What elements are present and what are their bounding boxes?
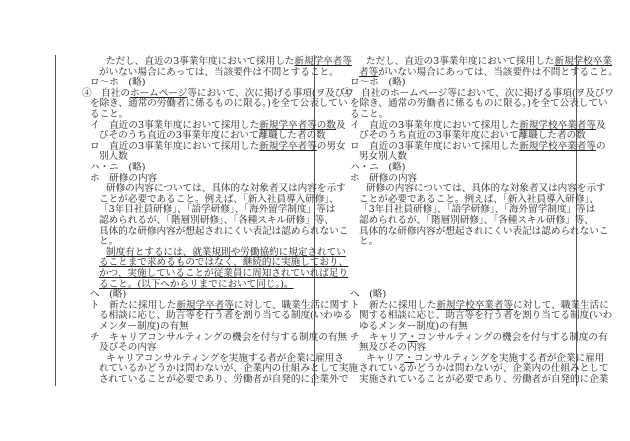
text-segment: 「3年目社員研修」、「語学研修」、「海外留学制度」等は xyxy=(99,204,336,215)
text-segment: ること。 xyxy=(350,109,389,120)
text-segment: されているかどうかは問わないが、企業内の仕組みとして xyxy=(359,363,609,374)
text-line xyxy=(99,131,326,141)
text-line xyxy=(350,78,405,88)
text-line xyxy=(359,216,594,226)
text-segment: を除き、通常の労働者に係るものに限る。)を全て公表してい xyxy=(350,98,608,109)
text-line xyxy=(99,322,189,332)
text-segment: イ 直近の3事業年度において採用した xyxy=(90,120,260,131)
text-segment: ④ 自社の xyxy=(82,88,130,99)
text-segment: 関する相談に応じ、助言等を行う者を割り当てる制度(いわ xyxy=(359,310,613,321)
underlined-text: 制度有とするには、就業規則や労働協約に規定されてい xyxy=(106,247,346,258)
underlined-text: 新規学校卒業者等 xyxy=(519,141,596,152)
underlined-text: ること。(以下へからリまでにおいて同じ。)。 xyxy=(99,279,294,290)
text-line xyxy=(90,163,145,173)
text-segment: ことが必要であること。例えば、「新入社員導入研修」、 xyxy=(359,194,599,205)
text-segment: れているかどうかは問わないが、企業内の仕組みとして実施 xyxy=(99,363,359,374)
text-line xyxy=(99,375,348,385)
text-line xyxy=(99,311,352,321)
text-segment: ゆるメンター制度)の有無 xyxy=(359,321,468,332)
text-line xyxy=(99,258,348,268)
text-segment: 「3年目社員研修」、「語学研修」、「海外留学制度」等は xyxy=(359,204,596,215)
text-segment: ト 新たに採用した xyxy=(350,300,437,311)
text-segment: ロ～ホ (略) xyxy=(90,77,146,88)
text-segment: に対して、職業生活に関す xyxy=(233,300,349,311)
text-line xyxy=(359,343,426,353)
text-segment: がいない場合にあっては、当該要件は不問とすること。 xyxy=(99,67,339,78)
text-line xyxy=(106,57,352,67)
text-line xyxy=(359,311,612,321)
text-line xyxy=(366,184,606,194)
text-line xyxy=(350,99,608,109)
text-segment: へ (略) xyxy=(350,289,387,300)
text-line xyxy=(359,152,407,162)
text-segment: の xyxy=(595,141,606,152)
text-line xyxy=(99,237,118,247)
text-line xyxy=(99,280,294,290)
text-line xyxy=(99,343,157,353)
text-segment: 男女別人数 xyxy=(359,151,407,162)
text-segment: る相談に応じ、助言等を行う者を割り当てる制度(いわゆる xyxy=(99,310,353,321)
text-line xyxy=(106,184,346,194)
text-line xyxy=(99,227,348,237)
underlined-text: 新規学卒者等の数 xyxy=(259,120,336,131)
text-segment: を除き、通常の労働者に係るものに限る。)を全て公表してい xyxy=(90,98,348,109)
text-segment: 認められるが、「階層別研修」、「各種スキル研修」等、 xyxy=(99,215,334,226)
underlined-text: ることまで求めるものではなく、継続的に実施しており、 xyxy=(99,257,349,268)
text-segment: と。 xyxy=(99,236,119,247)
underlined-text: かつ、実施していることが従業員に周知されていれば足り xyxy=(99,268,349,279)
text-segment: ことが必要であること。例えば、「新入社員導入研修」、 xyxy=(99,194,339,205)
underlined-text: ホームページ xyxy=(129,88,188,99)
text-line xyxy=(90,142,346,152)
text-segment: びそのうち直近の3事業年度において離職した者の数 xyxy=(359,130,586,141)
text-segment: キャリア xyxy=(366,353,405,364)
underlined-text: 新規学校卒業 xyxy=(554,56,612,67)
text-segment: ただし、直近の3事業年度において採用した xyxy=(366,56,555,67)
text-line xyxy=(359,364,608,374)
text-line xyxy=(350,290,386,300)
text-line xyxy=(90,78,145,88)
text-segment: ホ 研修の内容 xyxy=(350,173,418,184)
text-segment: ロ～ホ (略) xyxy=(350,77,406,88)
text-line xyxy=(90,110,128,120)
text-line xyxy=(359,237,378,247)
text-segment: コンサルティングの機会を付与する制度の有 xyxy=(417,332,608,343)
text-line xyxy=(90,290,126,300)
underlined-text: 新規学卒者等 xyxy=(294,56,352,67)
text-segment: 認められるが、「階層別研修」、「各種スキル研修」等、 xyxy=(359,215,594,226)
text-segment: に対して、職業生活に xyxy=(513,300,609,311)
text-segment: 無及びその内容 xyxy=(359,342,427,353)
text-segment: 実施されていることが必要であり、労働者が自発的に企業 xyxy=(359,374,609,385)
text-segment: キャリアコンサルティングを実施する者が企業に雇用さ xyxy=(106,353,344,364)
text-segment: ロ 直近の3事業年度において採用した xyxy=(90,141,260,152)
underlined-text: 新規学校卒業者等 xyxy=(519,120,596,131)
text-segment: へ (略) xyxy=(90,289,127,300)
text-line xyxy=(359,131,586,141)
text-segment: されていることが必要であり、労働者が自発的に企業外で xyxy=(99,374,349,385)
text-segment: 及びその内容 xyxy=(99,342,157,353)
text-segment: ハ・ニ (略) xyxy=(350,162,406,173)
text-segment: 研修の内容については、具体的な対象者又は内容を示す xyxy=(106,183,346,194)
text-line xyxy=(350,110,388,120)
underlined-text: 新規学卒者等 xyxy=(176,300,234,311)
text-segment: ること。 xyxy=(90,109,129,120)
text-line xyxy=(90,99,348,109)
text-segment: 具体的な研修内容が想起されにくい表記は認められないこ xyxy=(359,226,609,237)
text-segment: と。 xyxy=(359,236,379,247)
text-segment: 研修の内容については、具体的な対象者又は内容を示す xyxy=(366,183,606,194)
text-segment: チ キャリアコンサルティングの機会を付与する制度の有無 xyxy=(90,332,348,343)
text-segment: 及 xyxy=(335,120,346,131)
text-segment: ただし、直近の3事業年度において採用した xyxy=(106,56,295,67)
text-segment: メンター制度)の有無 xyxy=(99,321,189,332)
text-line xyxy=(99,152,128,162)
underlined-text: 者等 xyxy=(359,67,379,78)
text-segment: ④ 自社のホームページ等において、次に掲げる事項(ヲ及びワ xyxy=(342,88,614,99)
text-segment: コンサルティングを実施する者が企業に雇用 xyxy=(413,353,605,364)
text-segment: ト 新たに採用した xyxy=(90,300,177,311)
text-segment: 及 xyxy=(595,120,606,131)
text-segment: 具体的な研修内容が想起されにくい表記は認められないこ xyxy=(99,226,349,237)
underlined-text: ・ xyxy=(404,353,414,364)
text-line xyxy=(359,375,608,385)
text-line xyxy=(366,57,612,67)
text-line xyxy=(99,269,348,279)
text-line xyxy=(359,322,468,332)
text-segment: 別人数 xyxy=(99,151,128,162)
text-segment: の男女 xyxy=(316,141,346,152)
text-segment: ホ 研修の内容 xyxy=(90,173,158,184)
text-segment: びそのうち直近の3事業年度において離職した者の数 xyxy=(99,130,326,141)
text-segment: ハ・ニ (略) xyxy=(90,162,146,173)
text-line xyxy=(99,216,334,226)
text-line xyxy=(359,205,595,215)
text-line xyxy=(359,227,608,237)
text-line xyxy=(99,364,358,374)
text-segment: チ キャリア xyxy=(350,332,408,343)
text-segment: がいない場合にあっては、当該要件は不問とすること。 xyxy=(378,67,618,78)
text-segment: イ 直近の3事業年度において採用した xyxy=(350,120,520,131)
text-line xyxy=(350,163,405,173)
text-line xyxy=(99,205,335,215)
underlined-text: ・ xyxy=(407,332,418,343)
underlined-text: 新規学卒者等 xyxy=(259,141,317,152)
text-segment: ロ 直近の3事業年度において採用した xyxy=(350,141,520,152)
underlined-text: 新規学校卒業者等 xyxy=(436,300,514,311)
text-segment: 等において、次に掲げる事項(ヲ及びワ xyxy=(187,88,354,99)
